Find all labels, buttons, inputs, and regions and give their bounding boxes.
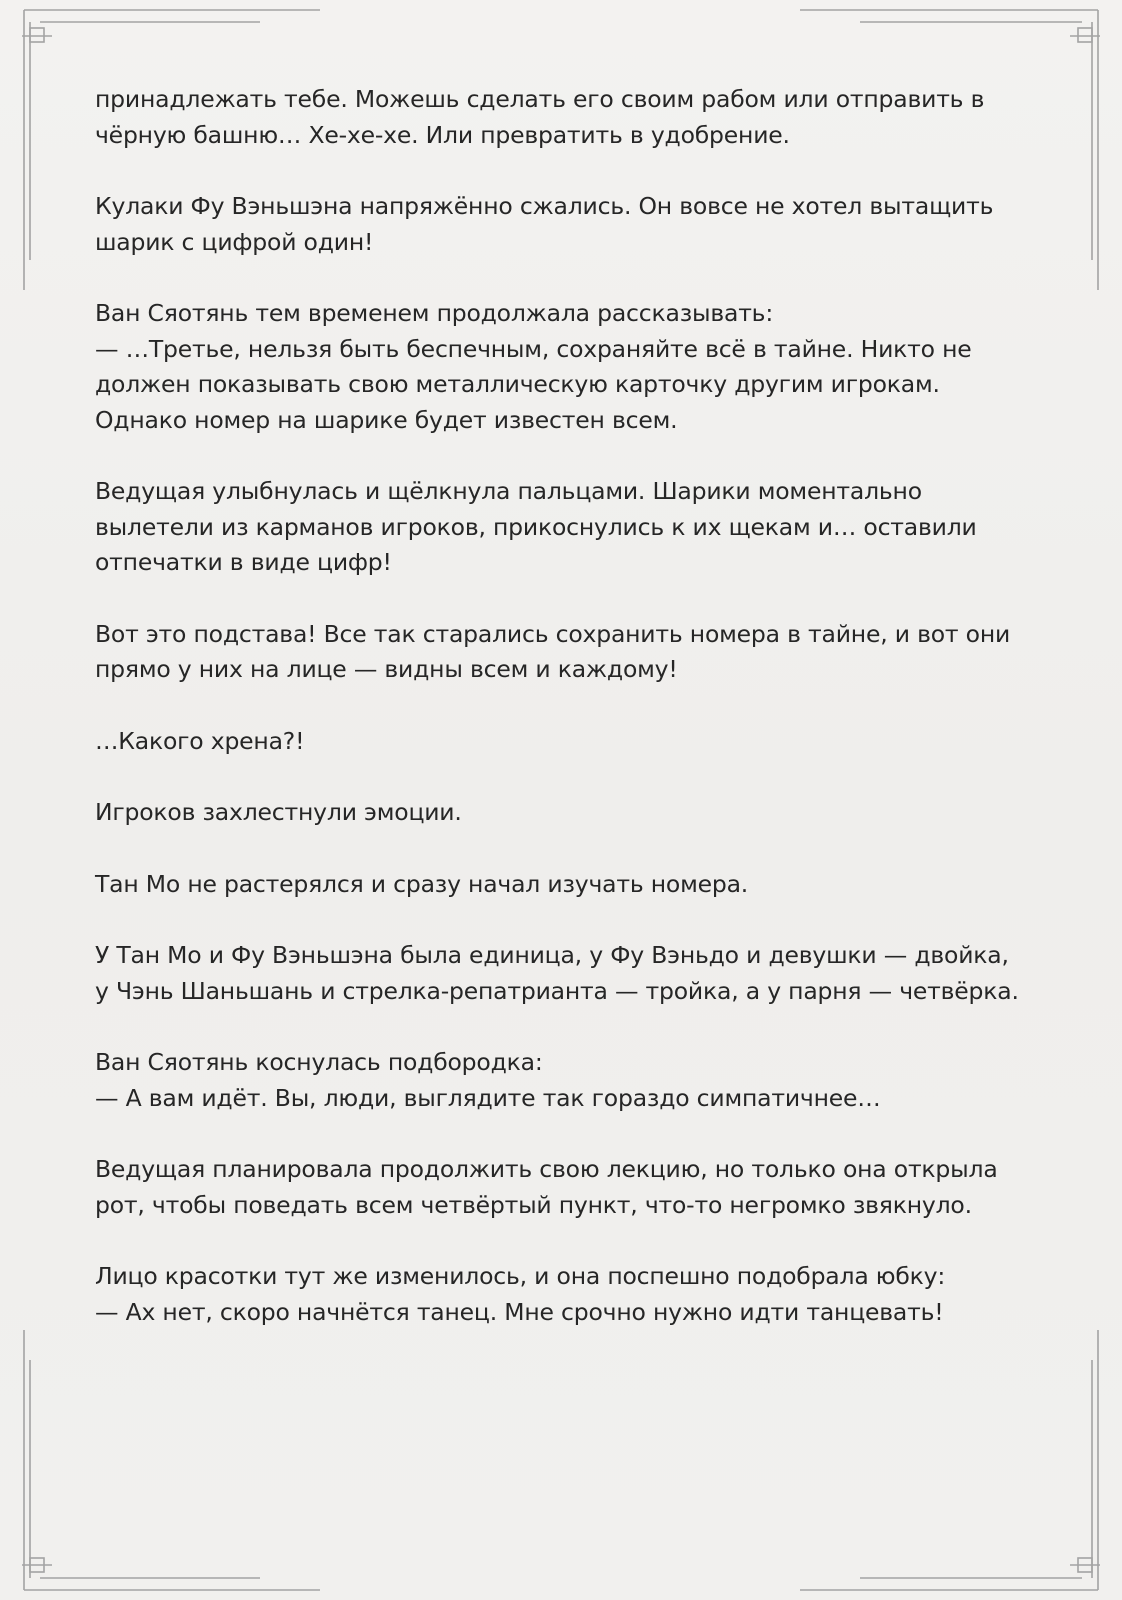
text-line: шарик с цифрой один! <box>95 227 374 256</box>
paragraph <box>95 1045 1035 1116</box>
text-line: У Тан Мо и Фу Вэньшэна была единица, у Фу Вэньдо и девушки — двойка, <box>95 941 1009 969</box>
text-line: чёрную башню… Хе-хе-хе. Или превратить в удобрение. <box>95 120 790 149</box>
paragraph <box>95 724 1035 760</box>
paragraph <box>95 189 1035 260</box>
text-line: Лицо красотки тут же изменилось, и она поспешно подобрала юбку: <box>95 1262 946 1290</box>
paragraph <box>95 1152 1035 1223</box>
paragraph <box>95 82 1035 153</box>
text-line: вылетели из карманов игроков, прикоснулись к их щекам и… оставили <box>95 512 977 541</box>
text-line: Игроков захлестнули эмоции. <box>95 798 462 826</box>
paragraph <box>95 938 1035 1009</box>
text-line: — А вам идёт. Вы, люди, выглядите так гораздо симпатичнее… <box>95 1083 881 1112</box>
text-line: Ван Сяотянь тем временем продолжала рассказывать: <box>95 299 774 327</box>
text-line: Вот это подстава! Все так старались сохранить номера в тайне, и вот они <box>95 619 1011 648</box>
text-line: Кулаки Фу Вэньшэна напряжённо сжались. Он вовсе не хотел вытащить <box>95 192 994 220</box>
paragraph <box>95 867 1035 903</box>
text-line: Ведущая планировала продолжить свою лекцию, но только она открыла <box>95 1155 998 1183</box>
text-line: Тан Мо не растерялся и сразу начал изучать номера. <box>95 869 749 898</box>
text-line: — Ах нет, скоро начнётся танец. Мне срочно нужно идти танцевать! <box>95 1297 944 1326</box>
document-body <box>95 82 1035 1366</box>
text-line: Однако номер на шарике будет известен всем. <box>95 405 678 434</box>
text-line: принадлежать тебе. Можешь сделать его своим рабом или отправить в <box>95 85 985 113</box>
paragraph <box>95 617 1035 688</box>
paragraph <box>95 474 1035 581</box>
text-line: у Чэнь Шаньшань и стрелка-репатрианта — тройка, а у парня — четвёрка. <box>95 976 1019 1005</box>
text-line: …Какого хрена?! <box>95 726 305 755</box>
text-line: — …Третье, нельзя быть беспечным, сохраняйте всё в тайне. Никто не <box>95 334 972 363</box>
paragraph <box>95 1259 1035 1330</box>
paragraph <box>95 795 1035 831</box>
text-line: отпечатки в виде цифр! <box>95 548 392 576</box>
text-line: Ведущая улыбнулась и щёлкнула пальцами. Шарики моментально <box>95 477 922 505</box>
paragraph <box>95 296 1035 438</box>
text-line: рот, чтобы поведать всем четвёртый пункт, что-то негромко звякнуло. <box>95 1190 972 1219</box>
text-line: Ван Сяотянь коснулась подбородка: <box>95 1048 543 1076</box>
text-line: прямо у них на лице — видны всем и каждому! <box>95 655 678 683</box>
text-line: должен показывать свою металлическую карточку другим игрокам. <box>95 370 940 398</box>
